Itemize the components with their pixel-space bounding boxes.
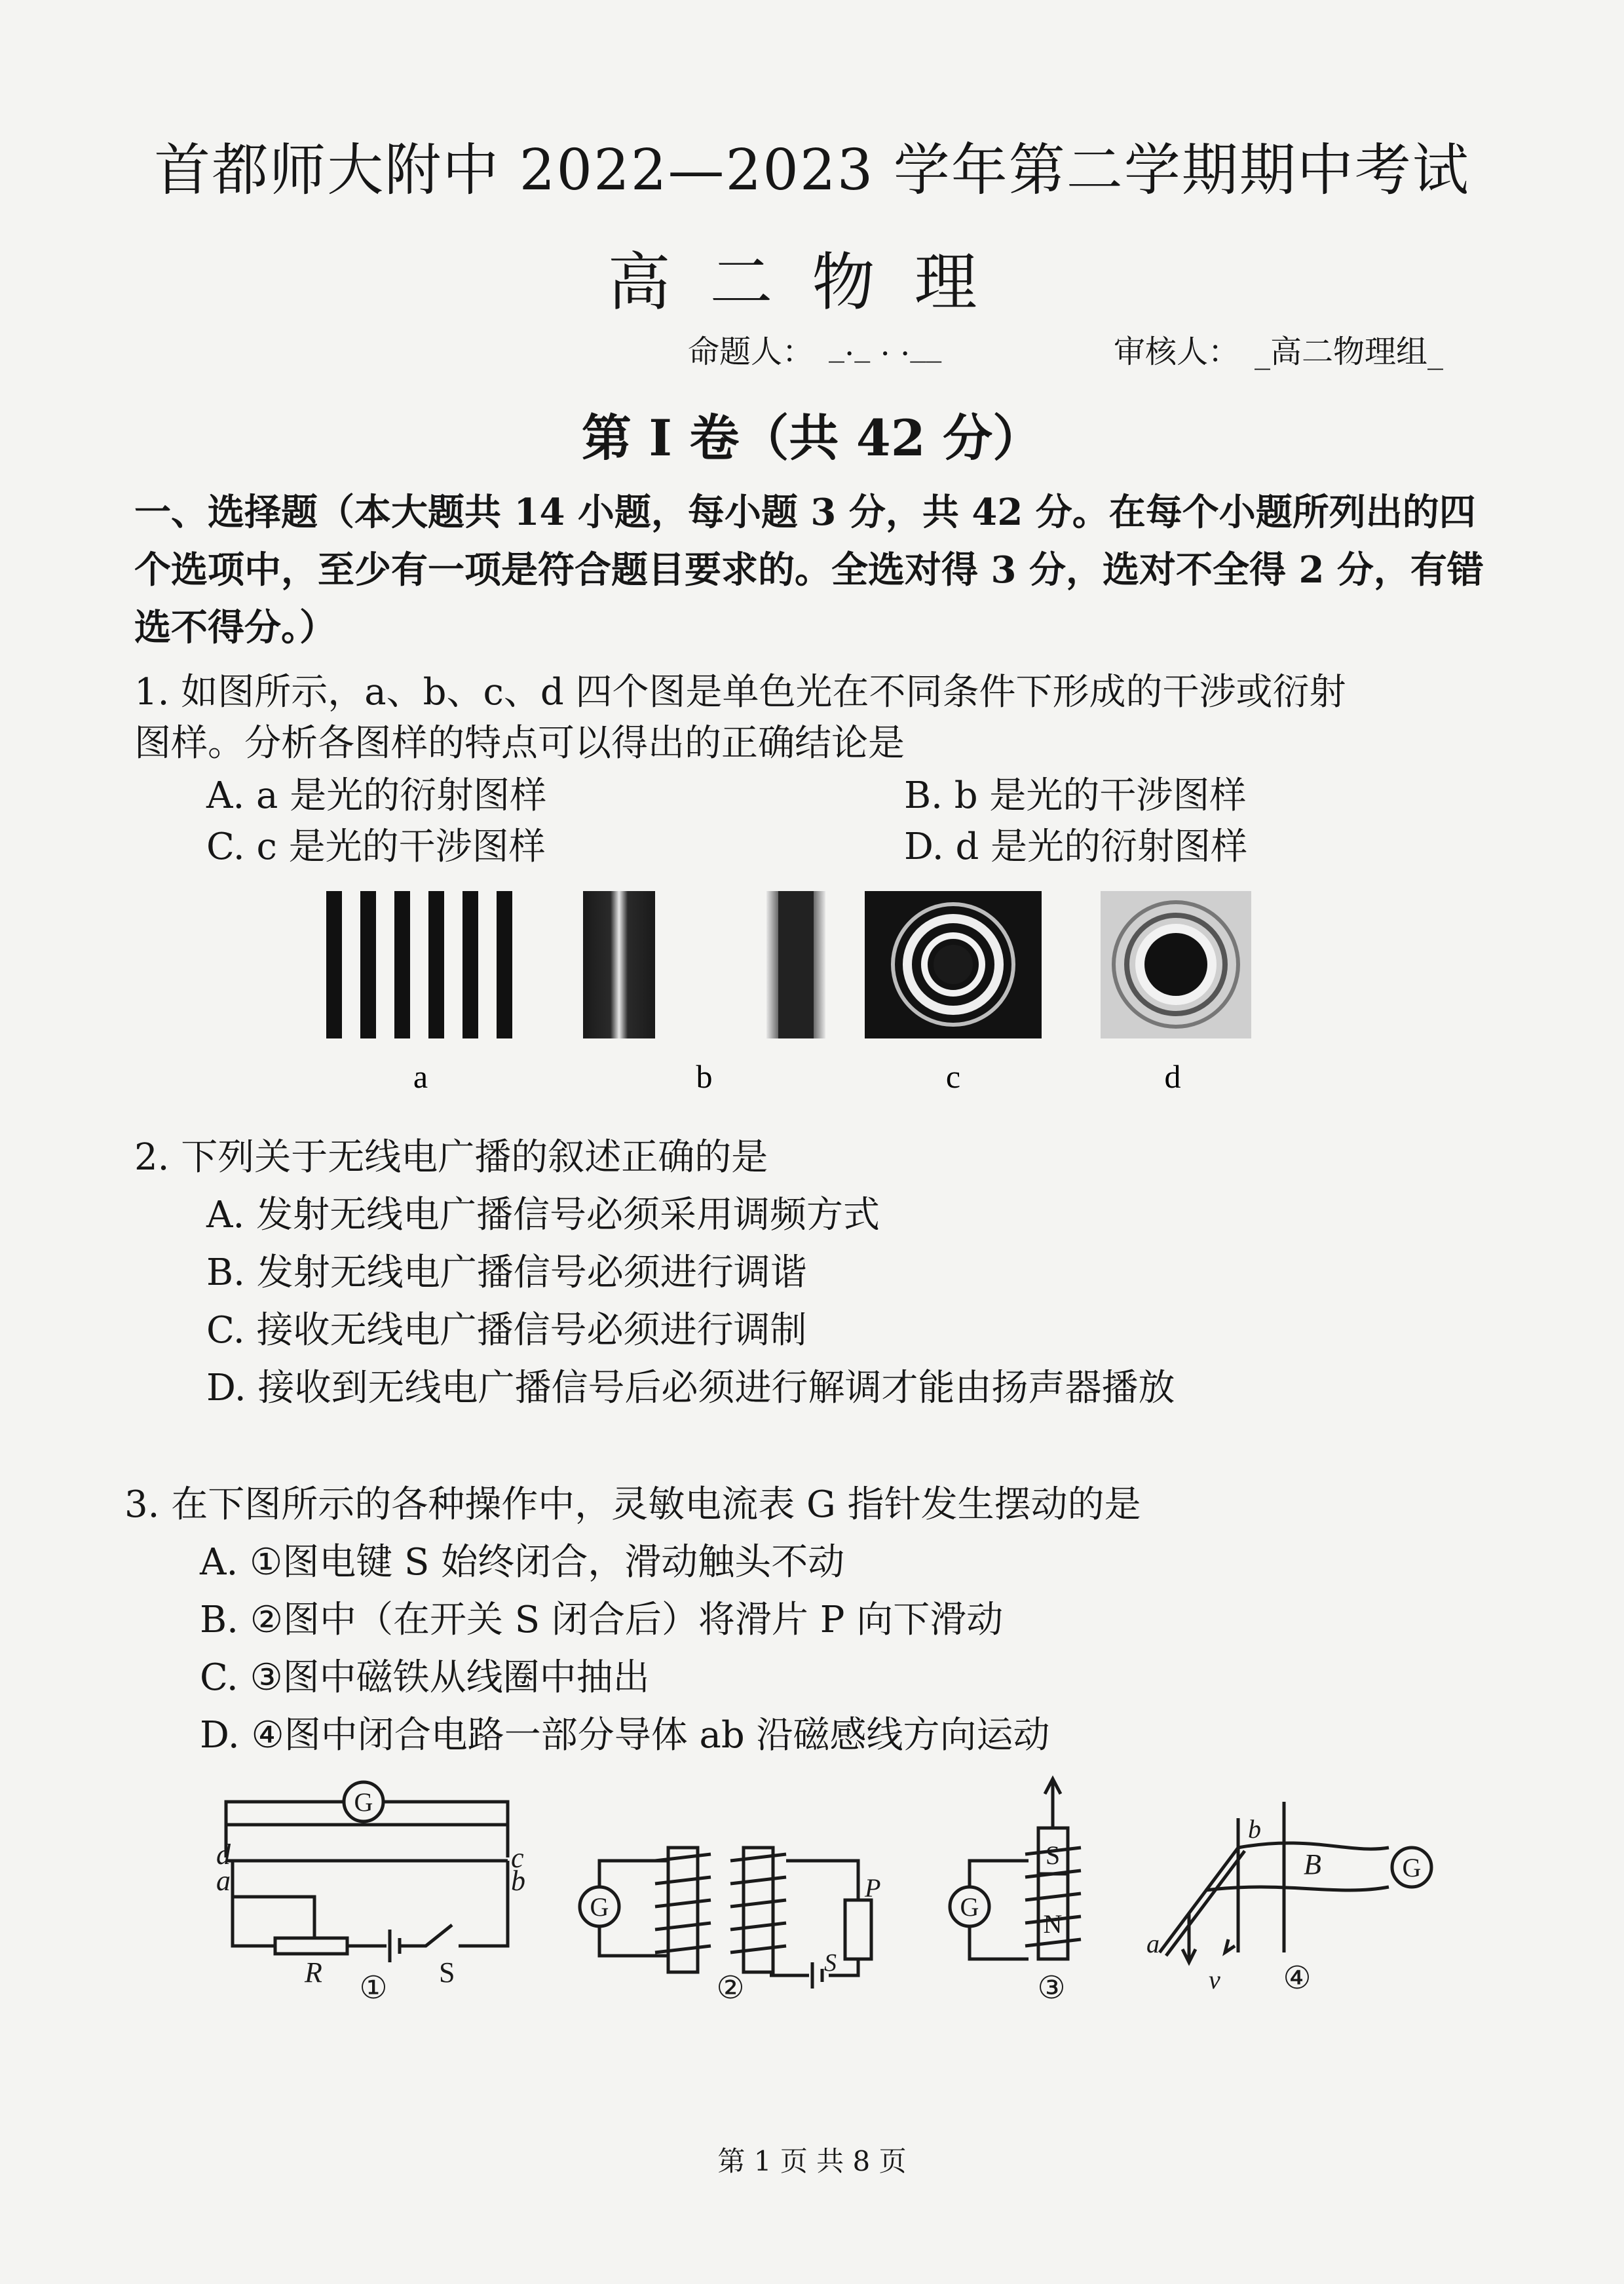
author-value: _._ . .__ — [829, 326, 942, 363]
q1-pattern-figure — [314, 891, 1271, 1101]
fig4-label-a: a — [1146, 1929, 1160, 1958]
fig1-label-c: c — [511, 1842, 524, 1874]
label-a: a — [413, 1058, 428, 1095]
q3-stem: 3. 在下图所示的各种操作中，灵敏电流表 G 指针发生摆动的是 — [124, 1483, 1141, 1526]
reviewer-label: 审核人： — [1114, 333, 1240, 370]
q3-option-c: C. ③图中磁铁从线圈中抽出 — [200, 1656, 650, 1699]
section-heading: 一、选择题（本大题共 14 小题，每小题 3 分，共 42 分。在每个小题所列出的四个选项中，至少有一项是符合题目要求的。全选对得 3 分，选对不全得 2 分，有错选不得分。） — [134, 491, 1484, 649]
pattern-d-circular-obstacle — [1101, 891, 1251, 1038]
q2-option-b: B. 发射无线电广播信号必须进行调谐 — [206, 1251, 807, 1294]
fig3-galvanometer-label: G — [960, 1892, 979, 1922]
q2-option-c: C. 接收无线电广播信号必须进行调制 — [206, 1309, 807, 1352]
fig-label-2: ② — [716, 1971, 745, 2006]
author-label: 命题人： — [688, 333, 814, 370]
reviewer-value: _高二物理组_ — [1255, 333, 1444, 370]
subject-title: 高二物理 — [607, 246, 1017, 319]
fig4-galvanometer-label: G — [1402, 1853, 1422, 1882]
fig1-label-b: b — [511, 1865, 525, 1897]
fig4-label-b: b — [1248, 1814, 1261, 1844]
fig4-label-v: v — [1209, 1965, 1220, 1994]
fig-label-3: ③ — [1037, 1971, 1066, 2006]
fig2-galvanometer-label: G — [590, 1892, 609, 1922]
fig-label-1: ① — [359, 1971, 388, 2006]
fig1-label-a: a — [216, 1865, 231, 1897]
fig1-label-d: d — [216, 1838, 231, 1871]
circuit-fig-4 — [1160, 1802, 1431, 1962]
fig3-label-n: N — [1043, 1909, 1063, 1939]
label-c: c — [945, 1058, 961, 1095]
fig2-label-p: P — [865, 1873, 881, 1903]
label-d: d — [1164, 1058, 1181, 1095]
q3-circuit-figures — [197, 1756, 1441, 2031]
q1-option-b: B. b 是光的干涉图样 — [904, 774, 1247, 817]
q1-stem-line1: 1. 如图所示，a、b、c、d 四个图是单色光在不同条件下形成的干涉或衍射 — [134, 671, 1346, 714]
q3-option-b: B. ②图中（在开关 S 闭合后）将滑片 P 向下滑动 — [200, 1599, 1004, 1641]
field-arrow-icon — [1225, 1939, 1235, 1952]
fig3-label-s: S — [1045, 1840, 1061, 1870]
q1-option-c: C. c 是光的干涉图样 — [206, 826, 546, 868]
exam-title: 首都师大附中 2022—2023 学年第二学期期中考试 — [154, 138, 1470, 203]
pattern-b-single-slit — [583, 891, 825, 1038]
fig2-label-s: S — [824, 1949, 837, 1977]
volume-title: 第 I 卷（共 42 分） — [581, 409, 1043, 467]
fig1-label-s: S — [439, 1956, 455, 1989]
fig1-galvanometer-label: G — [354, 1787, 373, 1817]
q1-stem-line2: 图样。分析各图样的特点可以得出的正确结论是 — [134, 722, 905, 765]
fig1-label-r: R — [305, 1956, 322, 1989]
label-b: b — [696, 1058, 713, 1095]
q1-option-a: A. a 是光的衍射图样 — [206, 774, 547, 817]
fig-label-4: ④ — [1283, 1961, 1312, 1996]
rheostat-icon — [845, 1900, 871, 1959]
page-number: 第 1 页 共 8 页 — [717, 2145, 907, 2177]
q2-stem: 2. 下列关于无线电广播的叙述正确的是 — [134, 1136, 768, 1179]
q1-option-d: D. d 是光的衍射图样 — [904, 826, 1248, 868]
q2-option-a: A. 发射无线电广播信号必须采用调频方式 — [206, 1194, 880, 1236]
pattern-a-equal-fringes — [326, 891, 512, 1038]
q3-option-d: D. ④图中闭合电路一部分导体 ab 沿磁感线方向运动 — [200, 1714, 1050, 1757]
q2-option-d: D. 接收到无线电广播信号后必须进行解调才能由扬声器播放 — [206, 1367, 1175, 1409]
pattern-c-ring-fringes — [865, 891, 1042, 1038]
fig4-label-field: B — [1304, 1848, 1321, 1880]
rheostat-icon — [275, 1938, 347, 1954]
q3-option-a: A. ①图电键 S 始终闭合，滑动触头不动 — [200, 1541, 845, 1584]
